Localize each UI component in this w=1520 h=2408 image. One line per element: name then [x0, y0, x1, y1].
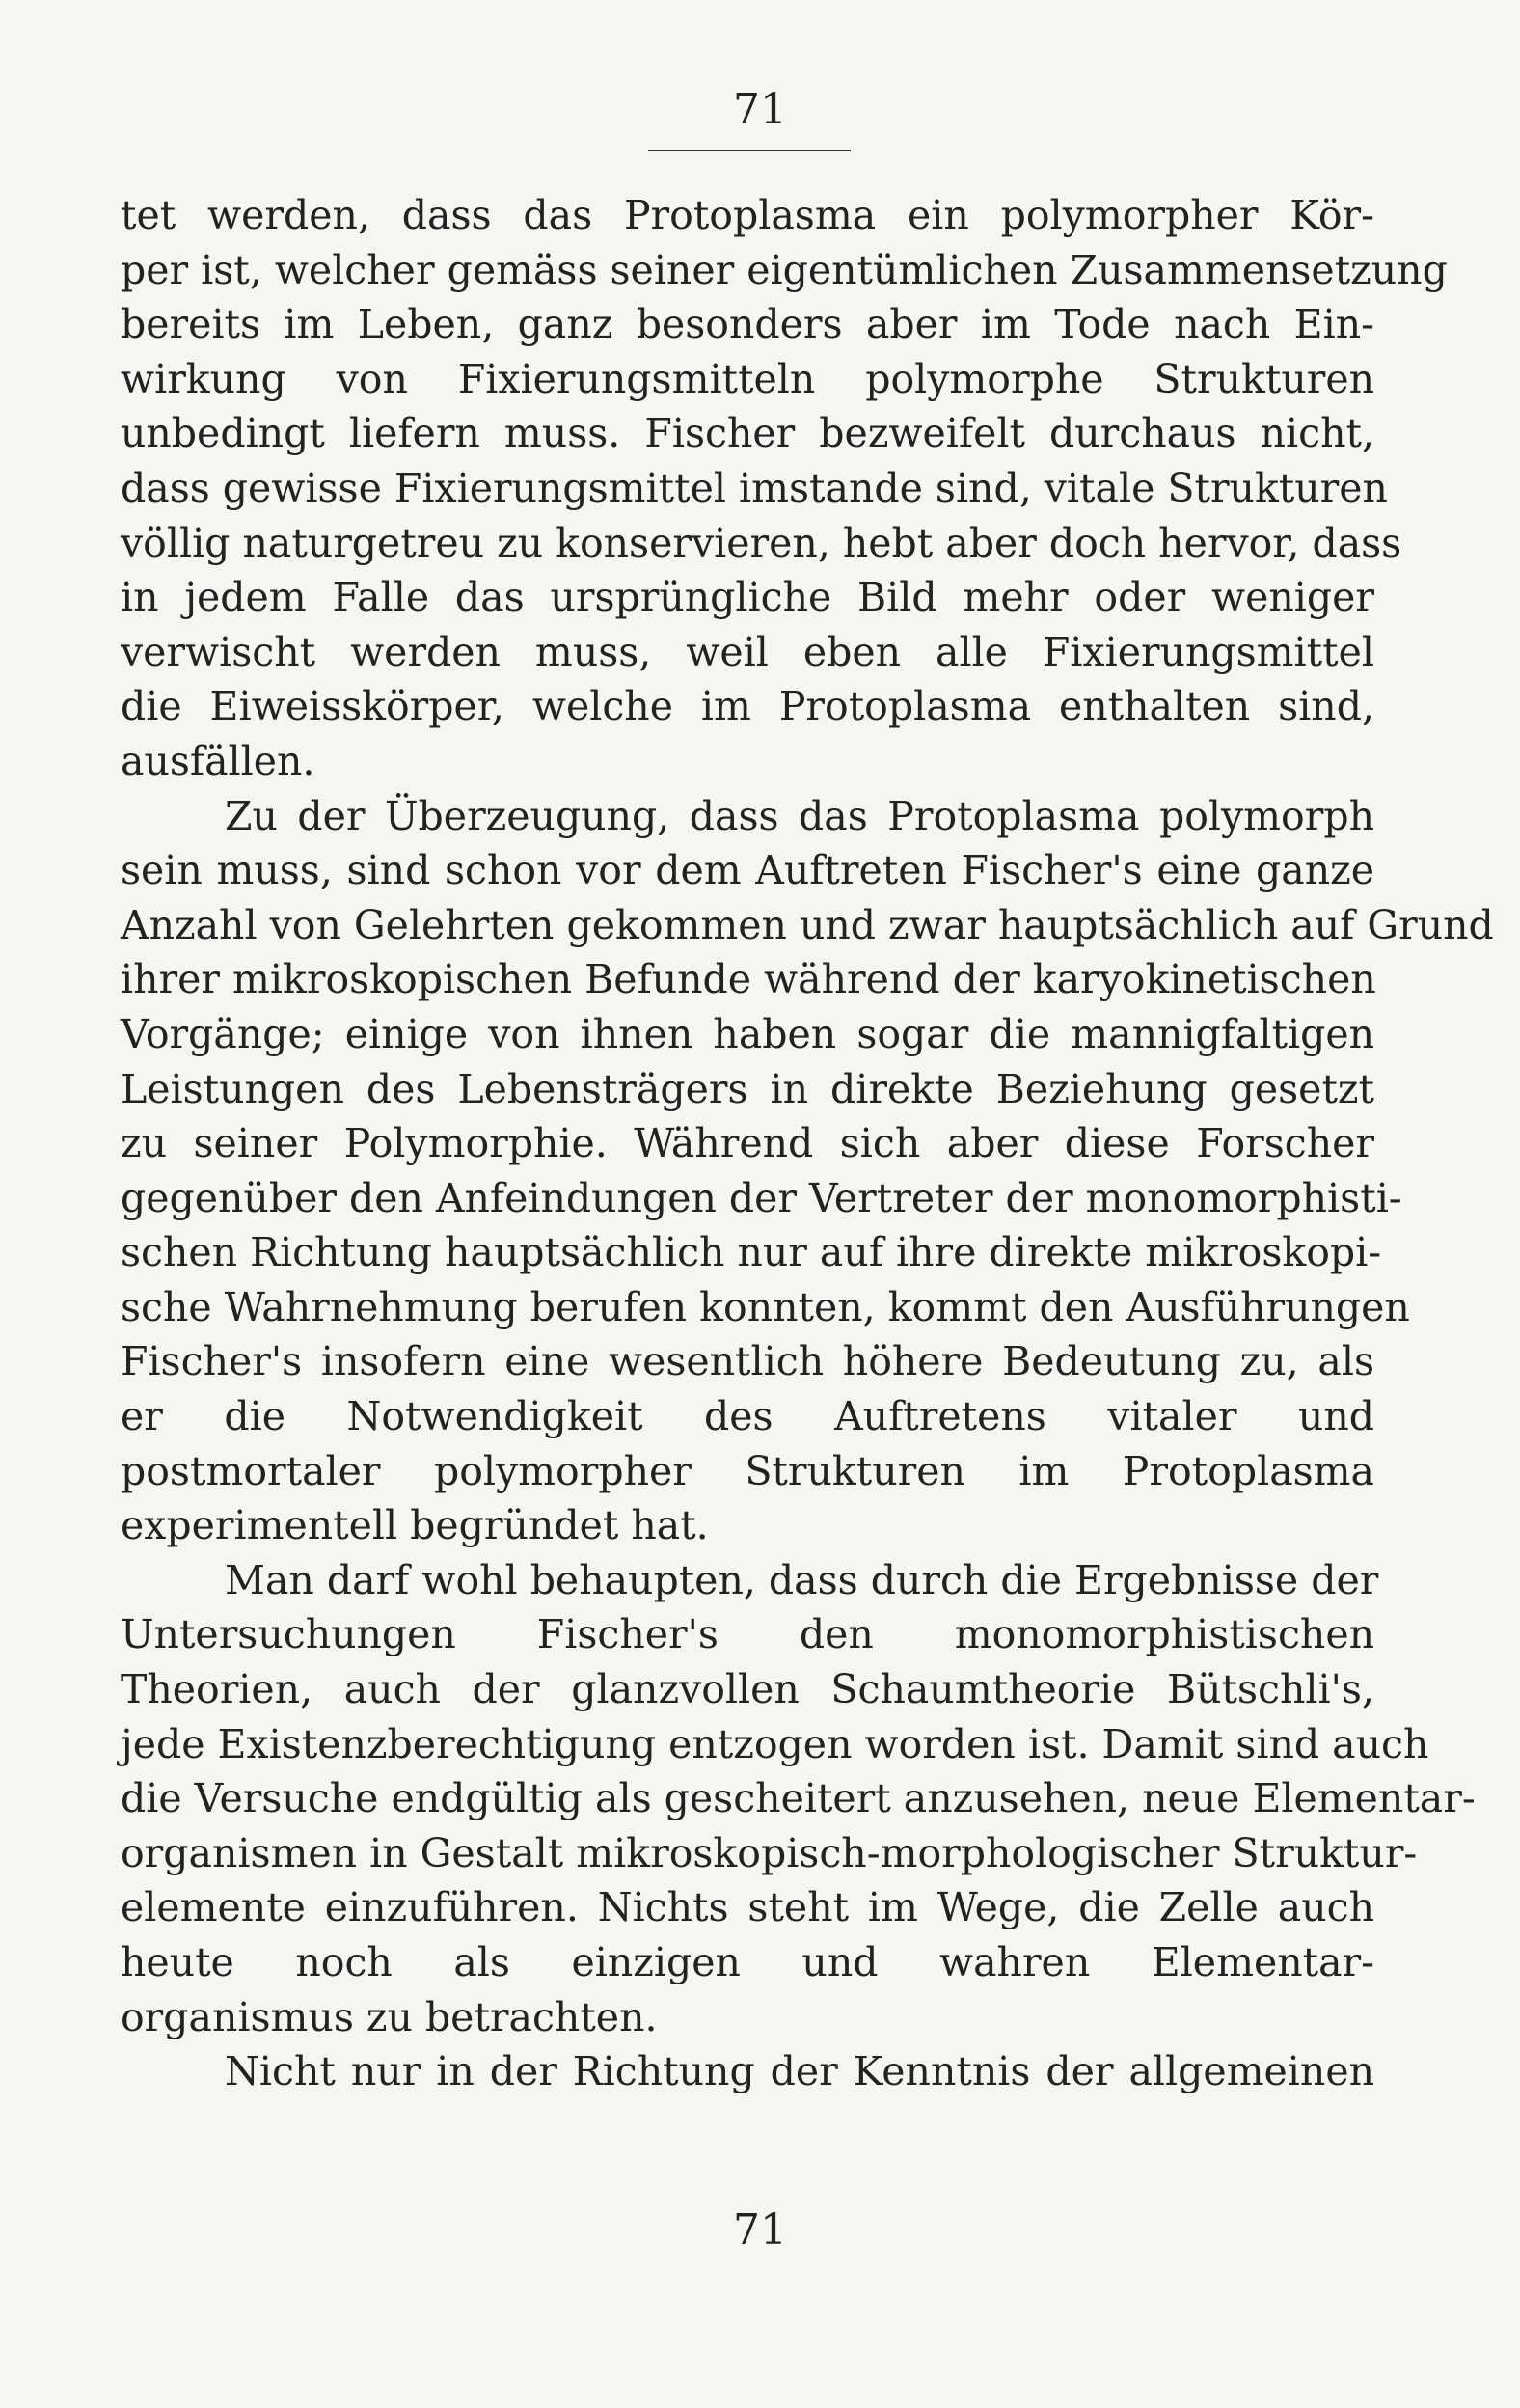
text-line: schen Richtung hauptsächlich nur auf ihre direkte mikroskopi- — [121, 1229, 1382, 1276]
text-line: unbedingt liefern muss. Fischer bezweifelt durchaus nicht, — [121, 410, 1374, 457]
text-line: wirkung von Fixierungsmitteln polymorphe Strukturen — [121, 355, 1374, 402]
page-number-bottom: 71 — [733, 2205, 787, 2255]
paragraph-start-line: Nicht nur in der Richtung der Kenntnis der allgemeinen — [225, 2048, 1374, 2095]
text-line: elemente einzuführen. Nichts steht im Wege, die Zelle auch — [121, 1884, 1374, 1931]
text-line: Anzahl von Gelehrten gekommen und zwar hauptsächlich auf Grund — [121, 901, 1494, 948]
text-line: dass gewisse Fixierungsmittel imstande sind, vitale Strukturen — [121, 464, 1388, 511]
body-text — [121, 188, 1494, 2099]
paragraph-start-line: Zu der Überzeugung, dass das Protoplasma polymorph — [225, 792, 1374, 839]
header-rule — [648, 150, 851, 151]
text-line: jede Existenzberechtigung entzogen worden ist. Damit sind auch — [121, 1720, 1429, 1767]
text-line: postmortaler polymorpher Strukturen im Protoplasma — [121, 1447, 1374, 1494]
page-number-top: 71 — [733, 85, 787, 134]
paragraph-end-line: experimentell begründet hat. — [121, 1502, 709, 1549]
text-line: sche Wahrnehmung berufen konnten, kommt den Ausführungen — [121, 1283, 1410, 1330]
text-line: er die Notwendigkeit des Auftretens vitaler und — [121, 1393, 1374, 1440]
text-line: per ist, welcher gemäss seiner eigentümlichen Zusammensetzung — [121, 246, 1448, 293]
text-line: in jedem Falle das ursprüngliche Bild mehr oder weniger — [121, 574, 1374, 621]
text-line: die Versuche endgültig als gescheitert anzusehen, neue Elementar- — [121, 1775, 1476, 1822]
text-line: verwischt werden muss, weil eben alle Fixierungsmittel — [121, 628, 1374, 675]
text-line: die Eiweisskörper, welche im Protoplasma enthalten sind, — [121, 683, 1374, 730]
paragraph-end-line: organismus zu betrachten. — [121, 1993, 658, 2040]
paragraph-start-line: Man darf wohl behaupten, dass durch die Ergebnisse der — [225, 1556, 1379, 1603]
text-line: organismen in Gestalt mikroskopisch-morphologischer Struktur- — [121, 1829, 1418, 1876]
text-line: Fischer's insofern eine wesentlich höhere Bedeutung zu, als — [121, 1338, 1374, 1385]
text-line: sein muss, sind schon vor dem Auftreten Fischer's eine ganze — [121, 847, 1374, 894]
text-line: gegenüber den Anfeindungen der Vertreter der monomorphisti- — [121, 1174, 1402, 1221]
text-line: Leistungen des Lebensträgers in direkte Beziehung gesetzt — [121, 1065, 1374, 1112]
text-line: tet werden, dass das Protoplasma ein polymorpher Kör- — [121, 192, 1374, 238]
text-line: bereits im Leben, ganz besonders aber im Tode nach Ein- — [121, 301, 1374, 348]
text-line: heute noch als einzigen und wahren Elementar- — [121, 1939, 1374, 1985]
text-line: zu seiner Polymorphie. Während sich aber diese Forscher — [121, 1120, 1374, 1167]
text-line: völlig naturgetreu zu konservieren, hebt aber doch hervor, dass — [121, 519, 1402, 566]
text-line: ihrer mikroskopischen Befunde während der karyokinetischen — [121, 956, 1376, 1003]
text-line: Vorgänge; einige von ihnen haben sogar die mannigfaltigen — [121, 1010, 1374, 1057]
paragraph-end-line: ausfällen. — [121, 737, 315, 784]
text-line: Untersuchungen Fischer's den monomorphistischen — [121, 1611, 1374, 1658]
text-line: Theorien, auch der glanzvollen Schaumtheorie Bütschli's, — [121, 1666, 1374, 1713]
